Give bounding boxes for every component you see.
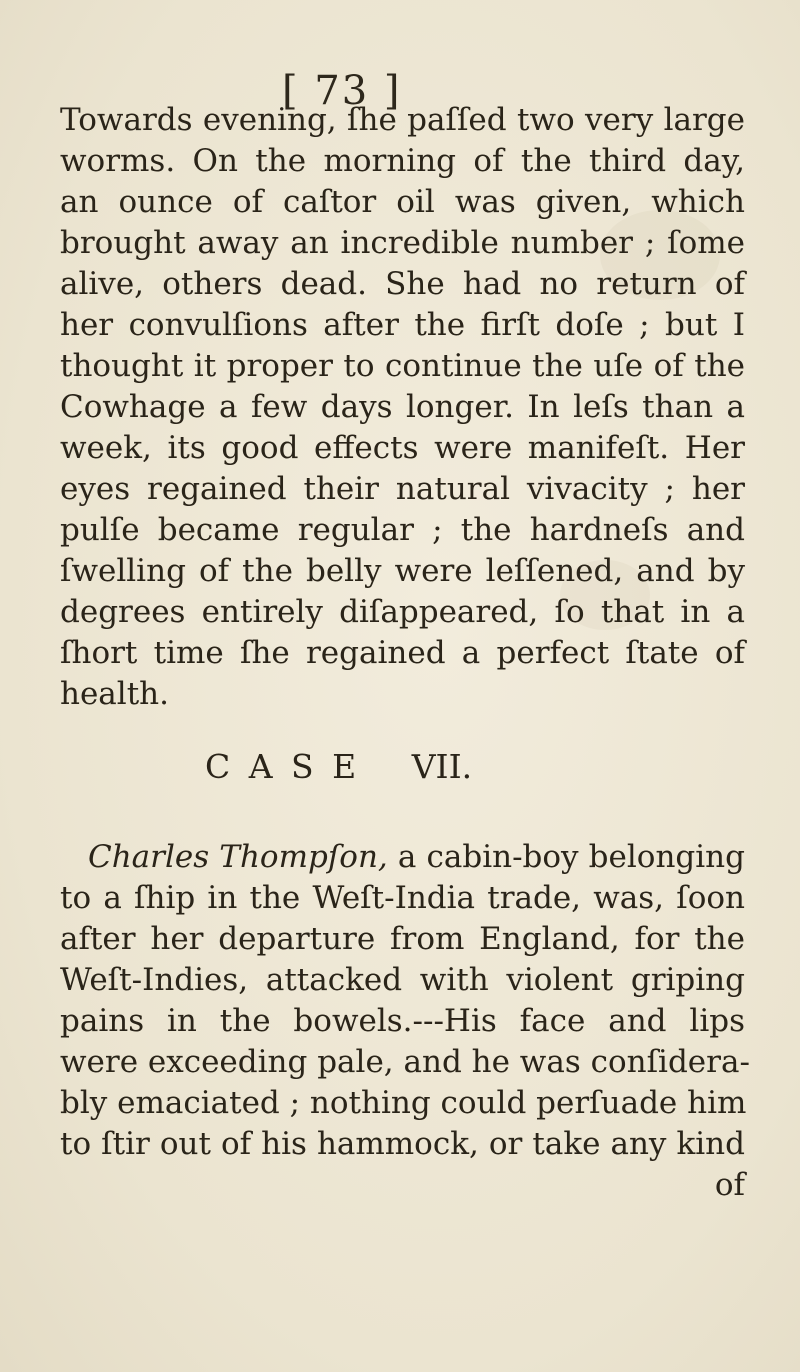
text-line: an ounce of caſtor oil was given, which [60, 184, 745, 220]
text-line: brought away an incredible number ; ſome [60, 225, 745, 261]
case-heading: C A S E VII. [205, 747, 473, 786]
paragraph-1 [60, 100, 745, 715]
text-line: thought it proper to continue the uſe of the [60, 348, 745, 384]
text-line: to a ſhip in the Weſt-India trade, was, ſoon [60, 880, 745, 916]
patient-name: Charles Thompſon, [88, 839, 388, 875]
text-line: alive, others dead. She had no return of [60, 266, 745, 302]
text-line: her convulſions after the firſt doſe ; but I [60, 307, 745, 343]
text-line: health. [60, 676, 169, 712]
catchword: of [714, 1167, 745, 1203]
text-line-first [60, 837, 745, 878]
text-line: ſwelling of the belly were leſſened, and by [60, 553, 745, 589]
text-line: degrees entirely diſappeared, ſo that in a [60, 594, 745, 630]
page-number: [ 73 ] [282, 68, 402, 114]
text-line: pains in the bowels.---His face and lips [60, 1003, 745, 1039]
text-line: worms. On the morning of the third day, [60, 143, 745, 179]
text-line: to ſtir out of his hammock, or take any kind [60, 1126, 745, 1162]
text-line: Cowhage a few days longer. In leſs than a [60, 389, 745, 425]
text-fragment: a cabin-boy belonging [387, 839, 745, 875]
text-line: week, its good effects were manifeſt. Her [60, 430, 745, 466]
text-line: eyes regained their natural vivacity ; her [60, 471, 745, 507]
paragraph-2 [60, 837, 750, 1206]
text-line: were exceeding pale, and he was conſidera- [60, 1044, 750, 1080]
text-line: bly emaciated ; nothing could perſuade him [60, 1085, 747, 1121]
text-line: ſhort time ſhe regained a perfect ſtate of [60, 635, 745, 671]
text-line: Weſt-Indies, attacked with violent griping [60, 962, 745, 998]
text-line: after her departure from England, for the [60, 921, 745, 957]
text-line: pulſe became regular ; the hardneſs and [60, 512, 745, 548]
text-line: Towards evening, ſhe paſſed two very large [60, 102, 745, 138]
